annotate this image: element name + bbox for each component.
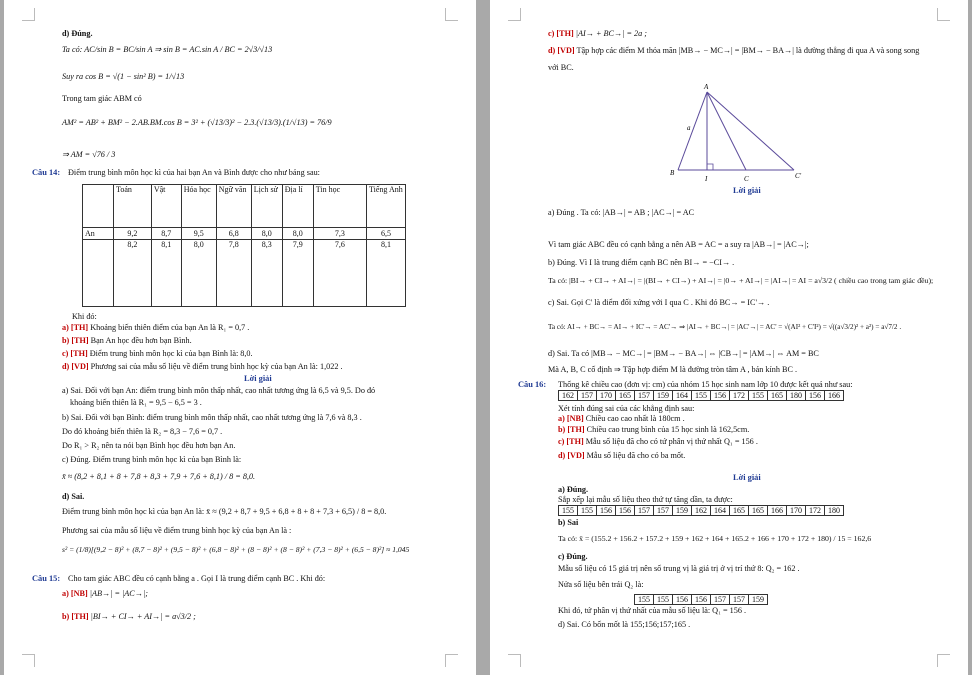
- solution-heading: Lời giải: [244, 374, 272, 383]
- statement-a: [558, 414, 685, 424]
- corner-mark: [445, 654, 458, 667]
- statement-b: [62, 336, 192, 346]
- table-header-cell: Hóa học: [181, 185, 216, 228]
- solution-line: d) Sai. Ta có |MB→ − MC→| = |BM→ − BA→| ⇔ |CB→| = |AM→| ⇔ AM = BC: [548, 349, 819, 358]
- table-cell: 159: [654, 391, 673, 401]
- table-header-cell: Ngữ văn: [216, 185, 251, 228]
- label-c: C: [744, 175, 749, 183]
- statement-a: [62, 589, 148, 599]
- corner-mark: [508, 654, 521, 667]
- level-tag: b) [TH]: [62, 612, 89, 621]
- table-cell: 7,8: [216, 240, 251, 307]
- equation-line: AM² = AB² + BM² − 2.AB.BM.cos B = 3² + (√13/3)² − 2.3.(√13/3).(1/√13) = 76/9: [62, 118, 332, 127]
- solution-line: Mẫu số liệu có 15 giá trị nên số trung vị là giá trị ở vị trí thứ 8: Q₂ = 162 .: [558, 564, 800, 573]
- level-tag: c) [TH]: [62, 349, 88, 358]
- table-cell: 156: [616, 506, 635, 516]
- left-half-data-table: [634, 594, 768, 605]
- solution-line: c) Sai. Gọi C' là điểm đối xứng với I qua C . Khi đó BC→ = IC'→ .: [548, 298, 770, 307]
- question-text: Cho tam giác ABC đều có cạnh bằng a . Gọi I là trung điểm cạnh BC . Khi đó:: [68, 574, 326, 583]
- solution-line: Mà A, B, C cố định ⇒ Tập hợp điểm M là đường tròn tâm A , bán kính BC .: [548, 365, 798, 374]
- table-cell: 8,3: [251, 240, 282, 307]
- solution-line: Do R₁ > R₂ nên ta nói bạn Bình học đều hơn bạn An.: [62, 441, 236, 450]
- statement-d: [548, 46, 919, 56]
- equation-line: ⇒ AM = √76 / 3: [62, 150, 116, 159]
- statement-text: Khoảng biến thiên điểm của bạn An là R₁ = 0,7 .: [88, 323, 250, 332]
- table-header-cell: Toán: [114, 185, 152, 228]
- solution-line: khoảng biến thiên là R₁ = 9,5 − 6,5 = 3 .: [70, 398, 202, 407]
- table-row: [83, 228, 406, 240]
- table-cell: 180: [787, 391, 806, 401]
- text-line: Khi đó:: [72, 312, 97, 321]
- table-cell: 7,3: [313, 228, 366, 240]
- table-cell: 172: [806, 506, 825, 516]
- corner-mark: [508, 8, 521, 21]
- table-cell: 156: [597, 506, 616, 516]
- corner-mark: [22, 8, 35, 21]
- table-cell: 156: [673, 595, 692, 605]
- statement-text: Bạn An học đều hơn bạn Bình.: [88, 336, 192, 345]
- table-cell: 164: [673, 391, 692, 401]
- table-cell: 155: [692, 391, 711, 401]
- table-cell: 164: [711, 506, 730, 516]
- solution-line: Vì tam giác ABC đều có cạnh bằng a nên AB = AC = a suy ra |AB→| = |AC→|;: [548, 240, 809, 249]
- corner-mark: [445, 8, 458, 21]
- statement-c: [62, 349, 253, 359]
- solution-line: a) Đúng . Ta có: |AB→| = AB ; |AC→| = AC: [548, 208, 695, 217]
- table-cell: 8,7: [151, 228, 181, 240]
- solution-line: a) Đúng.: [558, 485, 589, 494]
- statement-text: Mẫu số liệu đã cho có ba mốt.: [584, 451, 686, 460]
- table-cell: 165: [730, 506, 749, 516]
- level-tag: c) [TH]: [548, 29, 574, 38]
- table-cell: 8,2: [114, 240, 152, 307]
- table-cell: 165: [616, 391, 635, 401]
- document-page-left: [4, 0, 476, 675]
- corner-mark: [937, 654, 950, 667]
- solution-line: b) Sai: [558, 518, 579, 527]
- solution-line: a) Sai. Đối với bạn An: điểm trung bình môn thấp nhất, cao nhất tương ứng là 6,5 và 9,5. Do đó: [62, 386, 376, 395]
- table-cell: 172: [730, 391, 749, 401]
- table-cell: 165: [749, 506, 768, 516]
- level-tag: a) [NB]: [558, 414, 584, 423]
- table-cell: 170: [597, 391, 616, 401]
- table-cell: 8,0: [282, 228, 313, 240]
- statement-d: [558, 451, 685, 461]
- solution-line: Sắp xếp lại mẫu số liệu theo thứ tự tăng dần, ta được:: [558, 495, 733, 504]
- statement-c: [558, 437, 758, 447]
- document-page-right: [490, 0, 968, 675]
- table-header-cell: Tin học: [313, 185, 366, 228]
- table-cell: 165: [768, 391, 787, 401]
- statement-text: Tập hợp các điểm M thỏa mãn |MB→ − MC→| = |BM→ − BA→| là đường thẳng đi qua A và song song: [574, 46, 920, 55]
- statement-text: Chiều cao trung bình của 15 học sinh là 162,5cm.: [584, 425, 750, 434]
- equation-line: Ta có: |BI→ + CI→ + AI→| = |(BI→ + CI→) + AI→| = |0→ + AI→| = |AI→| = AI = a√3/2 ( chiều cao trong tam giác đều);: [548, 276, 934, 285]
- side-ac: [707, 92, 746, 170]
- triangle-figure: [670, 80, 810, 188]
- grades-table: [82, 184, 406, 307]
- statement-text: Chiều cao cao nhất là 180cm .: [583, 414, 685, 423]
- text-line: với BC.: [548, 63, 574, 72]
- level-tag: a) [NB]: [62, 589, 88, 598]
- table-cell: 155: [559, 506, 578, 516]
- table-cell: 7,6: [313, 240, 366, 307]
- table-cell: 166: [768, 506, 787, 516]
- solution-line: Khi đó, tứ phân vị thứ nhất của mẫu số liệu là: Q₁ = 156 .: [558, 606, 747, 615]
- table-row: [559, 506, 844, 516]
- statement-text: Điểm trung bình môn học kì của bạn Bình là: 8,0.: [87, 349, 253, 358]
- table-cell: 6,8: [216, 228, 251, 240]
- text-line: Xét tính đúng sai của các khẳng định sau:: [558, 404, 695, 413]
- table-cell: 7,9: [282, 240, 313, 307]
- table-cell: 9,2: [114, 228, 152, 240]
- table-cell: 162: [559, 391, 578, 401]
- level-tag: b) [TH]: [62, 336, 89, 345]
- answer-line: d) Đúng.: [62, 29, 93, 38]
- equation-line: x̄ ≈ (8,2 + 8,1 + 8 + 7,8 + 8,3 + 7,9 + 7,6 + 8,1) / 8 = 8,0.: [62, 472, 256, 481]
- segment-ac-prime: [707, 92, 794, 170]
- table-cell: 6,5: [367, 228, 406, 240]
- right-angle-mark: [707, 164, 713, 170]
- table-header-cell: Địa lí: [282, 185, 313, 228]
- statement-text: Mẫu số liệu đã cho có tứ phân vị thứ nhất Q₁ = 156 .: [583, 437, 758, 446]
- question-number: Câu 15:: [32, 574, 61, 583]
- solution-line: b) Đúng. Vì I là trung điểm cạnh BC nên BI→ = −CI→ .: [548, 258, 735, 267]
- solution-line: c) Đúng. Điểm trung bình môn học kì của bạn Bình là:: [62, 455, 242, 464]
- label-b: B: [670, 169, 675, 177]
- table-cell: 157: [578, 391, 597, 401]
- level-tag: d) [VD]: [548, 46, 575, 55]
- question-text: Điểm trung bình môn học kì của hai bạn An và Bình được cho như bảng sau:: [68, 168, 320, 177]
- table-cell: 8,0: [181, 240, 216, 307]
- equation-line: Ta có: AI→ + BC→ = AI→ + IC'→ = AC'→ ⇒ |AI→ + BC→| = |AC'→| = AC' = √(AI² + C'I²) = √((a√3/2)² + a²) = a√7/2 .: [548, 323, 902, 331]
- statement-d: [62, 362, 343, 372]
- statement-c: [548, 29, 647, 39]
- table-cell: 157: [654, 506, 673, 516]
- solution-line: c) Đúng.: [558, 552, 588, 561]
- solution-heading: Lời giải: [733, 473, 761, 482]
- table-header-cell: Tiếng Anh: [367, 185, 406, 228]
- level-tag: c) [TH]: [558, 437, 584, 446]
- statement-a: [62, 323, 249, 333]
- question-text: Thống kê chiều cao (đơn vị: cm) của nhóm 15 học sinh nam lớp 10 được kết quả như sau:: [558, 380, 853, 389]
- statement-b: [62, 612, 196, 622]
- label-a: A: [704, 83, 709, 91]
- table-cell: 159: [673, 506, 692, 516]
- solution-line: d) Sai.: [62, 492, 85, 501]
- equation-line: Ta có: x̄ = (155.2 + 156.2 + 157.2 + 159 + 162 + 164 + 165.2 + 166 + 170 + 172 + 180) / 15 = 162,6: [558, 534, 872, 543]
- table-cell: 157: [711, 595, 730, 605]
- table-cell: 157: [730, 595, 749, 605]
- table-cell: 8,1: [367, 240, 406, 307]
- level-tag: d) [VD]: [62, 362, 89, 371]
- equation-line: s² = (1/8)[(9,2 − 8)² + (8,7 − 8)² + (9,5 − 8)² + (6,8 − 8)² + (8 − 8)² + (8 − 8)² + (7,3 − 8)² + (6,5 − 8)²] ≈ 1,045: [62, 545, 410, 554]
- text-line: Trong tam giác ABM có: [62, 94, 142, 103]
- side-ab: [678, 92, 707, 170]
- table-header-cell: [83, 185, 114, 228]
- table-cell: 170: [787, 506, 806, 516]
- level-tag: b) [TH]: [558, 425, 585, 434]
- heights-data-table: [558, 390, 844, 401]
- table-cell: 155: [654, 595, 673, 605]
- statement-text: |AB→| = |AC→|;: [87, 589, 148, 598]
- solution-heading: Lời giải: [733, 186, 761, 195]
- solution-line: Nửa số liệu bên trái Q₂ là:: [558, 580, 644, 589]
- statement-text: |AI→ + BC→| = 2a ;: [573, 29, 648, 38]
- question-number: Câu 16:: [518, 380, 547, 389]
- statement-b: [558, 425, 749, 435]
- label-i: I: [705, 175, 708, 183]
- corner-mark: [22, 654, 35, 667]
- table-header-row: [83, 185, 406, 228]
- table-cell: 157: [635, 506, 654, 516]
- table-cell: 166: [825, 391, 844, 401]
- equation-line: Suy ra cos B = √(1 − sin² B) = 1/√13: [62, 72, 185, 81]
- table-cell: 9,5: [181, 228, 216, 240]
- table-row: [635, 595, 768, 605]
- label-c-prime: C': [795, 172, 802, 180]
- table-row: [83, 240, 406, 307]
- sorted-data-table: [558, 505, 844, 516]
- statement-text: Phương sai của mẫu số liệu về điểm trung bình học kỳ của bạn An là: 1,022 .: [88, 362, 343, 371]
- table-cell: 8,0: [251, 228, 282, 240]
- solution-line: d) Sai. Có bốn mốt là 155;156;157;165 .: [558, 620, 691, 629]
- table-header-cell: Vật: [151, 185, 181, 228]
- statement-text: |BI→ + CI→ + AI→| = a√3/2 ;: [88, 612, 196, 621]
- table-cell: 155: [749, 391, 768, 401]
- solution-line: Phương sai của mẫu số liệu về điểm trung bình học kỳ của bạn An là :: [62, 526, 292, 535]
- table-cell: 155: [635, 595, 654, 605]
- table-cell: 162: [692, 506, 711, 516]
- table-cell: 156: [711, 391, 730, 401]
- question-number: Câu 14:: [32, 168, 61, 177]
- solution-line: Do đó khoảng biến thiên là R₂ = 8,3 − 7,6 = 0,7 .: [62, 427, 223, 436]
- table-cell: [83, 240, 114, 307]
- table-header-cell: Lịch sử: [251, 185, 282, 228]
- table-cell: 156: [806, 391, 825, 401]
- level-tag: a) [TH]: [62, 323, 89, 332]
- table-cell: 156: [692, 595, 711, 605]
- table-cell: 155: [578, 506, 597, 516]
- table-cell: 8,1: [151, 240, 181, 307]
- table-cell: 157: [635, 391, 654, 401]
- table-row: [559, 391, 844, 401]
- solution-line: b) Sai. Đối với bạn Bình: điểm trung bình môn thấp nhất, cao nhất tương ứng là 7,6 và 8,3 .: [62, 413, 362, 422]
- corner-mark: [937, 8, 950, 21]
- level-tag: d) [VD]: [558, 451, 585, 460]
- equation-line: Điểm trung bình môn học kì của bạn An là: x̄ ≈ (9,2 + 8,7 + 9,5 + 6,8 + 8 + 8 + 7,3 + 6,5) / 8 = 8,0.: [62, 507, 387, 516]
- table-cell: An: [83, 228, 114, 240]
- table-cell: 180: [825, 506, 844, 516]
- equation-line: Ta có: AC/sin B = BC/sin A ⇒ sin B = AC.sin A / BC = 2√3/√13: [62, 45, 273, 54]
- table-cell: 159: [749, 595, 768, 605]
- label-side-a: a: [687, 124, 691, 132]
